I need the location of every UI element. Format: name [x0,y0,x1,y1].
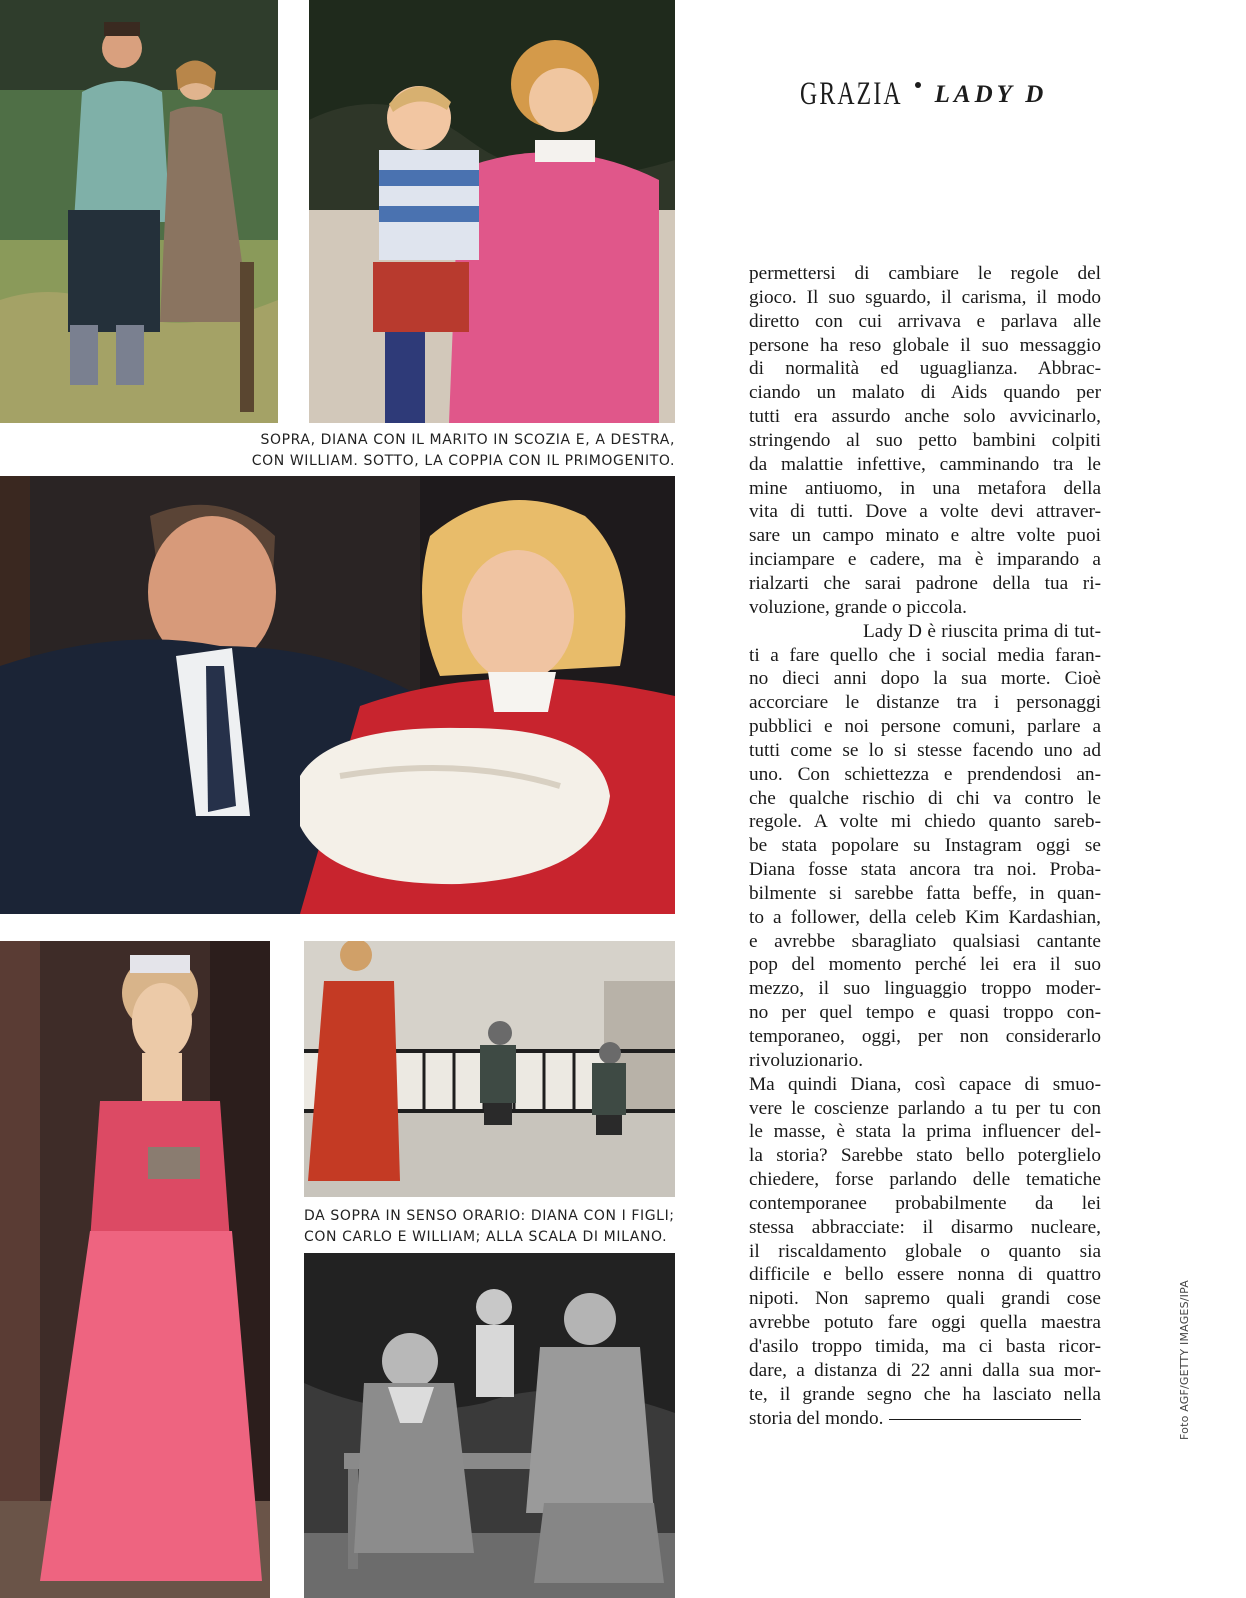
article-line: rivoluzionario. [749,1049,864,1071]
article-line: pop del momento perché lei era il suo [749,954,1101,976]
caption-top-line-2: CON WILLIAM. SOTTO, LA COPPIA CON IL PRIMOGENITO. [251,453,675,469]
article-line: rialzarti che sarai padrone della tua ri- [749,572,1101,594]
caption-bottom-line-2: CON CARLO E WILLIAM; ALLA SCALA DI MILANO. [304,1229,668,1245]
article-line: avrebbe potuto fare oggi quella maestra [749,1312,1101,1334]
article-line: mine antiuomo, in una metafora della [749,477,1101,499]
article-line: ti a fare quello che i social media faran- [749,644,1101,666]
article-line: gioco. Il suo sguardo, il carisma, il modo [749,286,1101,308]
photo-diana-with-sons [304,941,675,1197]
article-line: di normalità ed uguaglianza. Abbrac- [749,358,1101,380]
article-line: tutti era assurdo anche solo avvicinarlo, [749,406,1101,428]
article-line: mezzo, il suo linguaggio troppo moder- [749,978,1101,1000]
photo-credit: Foto AGF/GETTY IMAGES/IPA [1178,1280,1191,1440]
article-line: be stata popolare su Instagram oggi se [749,835,1101,857]
caption-bottom [304,1206,675,1248]
article-line: nipoti. Non sapremo quali grandi cose [749,1288,1101,1310]
article-line: voluzione, grande o piccola. [749,596,967,618]
article-line: te, il grande segno che ha lasciato nella [749,1383,1101,1405]
masthead-dot [915,82,921,88]
article-line: Lady D è riuscita prima di tut- [863,620,1101,642]
article-body [749,262,1101,1430]
article-line: contemporanee probabilmente da lei [749,1192,1101,1214]
article-line: d'asilo troppo timida, ma ci basta ricor- [749,1335,1101,1357]
article-line: stessa abbracciate: il disarmo nucleare, [749,1216,1101,1238]
photo-scotland-couple [0,0,278,423]
article-line: accorciare le distanze tra i personaggi [749,692,1101,714]
article-line: no dieci anni dopo la sua morte. Cioè [749,668,1101,690]
article-line: stringendo al suo petto bambini colpiti [749,429,1101,451]
article-line: inciampare e cadere, ma è imparando a [749,549,1101,571]
article-line: sare un campo minato e altre volte puoi [749,525,1101,547]
article-line: Ma quindi Diana, così capace di smuo- [749,1073,1101,1095]
article-line: tutti come se lo si stesse facendo uno ad [749,739,1101,761]
photo-diana-william-pink [309,0,675,423]
article-line: vere le coscienze parlando a tu per tu con [749,1097,1101,1119]
article-line: diretto con cui arrivava e parlava alle [749,310,1101,332]
article-line-final [749,1407,1101,1431]
photo-couple-firstborn [0,476,675,914]
article-line: vita di tutti. Dove a volte devi attraver- [749,501,1101,523]
article-line: persone ha reso globale il suo messaggio [749,334,1101,356]
article-line: pubblici e noi persone comuni, parlare a [749,716,1101,738]
end-of-article-rule [889,1419,1081,1420]
article-line: storia del mondo. [749,1407,884,1429]
caption-top-line-1: SOPRA, DIANA CON IL MARITO IN SCOZIA E, A DESTRA, [260,432,675,448]
article-line: da malattie infettive, camminando tra le [749,453,1101,475]
article-line: dare, a distanza di 22 anni dalla sua mor- [749,1359,1101,1381]
article-line: uno. Con schiettezza e prendendosi an- [749,763,1101,785]
article-line: le masse, è stata la prima influencer del- [749,1121,1101,1143]
caption-top [199,430,675,472]
article-line: permettersi di cambiare le regole del [749,263,1101,284]
article-line: il riscaldamento globale o quanto sia [749,1240,1101,1262]
caption-bottom-line-1: DA SOPRA IN SENSO ORARIO: DIANA CON I FIGLI; [304,1208,675,1224]
masthead-section: LADY D [934,80,1048,108]
article-line: chiedere, forse parlando delle tematiche [749,1169,1101,1191]
article-line: e avrebbe sbaragliato qualsiasi cantante [749,930,1101,952]
article-line: temporaneo, oggi, per non considerarlo [749,1026,1101,1047]
article-line: Diana fosse stata ancora tra noi. Proba- [749,859,1101,881]
article-line: ciando un malato di Aids quando per [749,382,1101,404]
article-line: no per quel tempo e quasi troppo con- [749,1002,1101,1024]
article-line: bilmente si sarebbe fatta beffe, in quan- [749,882,1101,904]
masthead-brand: GRAZIA [800,76,903,112]
masthead [800,76,1100,113]
article-line: to a follower, della celeb Kim Kardashian, [749,906,1101,928]
article-line: la storia? Sarebbe stato bello poterglielo [749,1145,1101,1167]
photo-diana-pink-gown [0,941,270,1598]
photo-family-bench-bw [304,1253,675,1598]
article-line: che qualche rischio di chi va contro le [749,787,1101,809]
article-line: regole. A volte mi chiedo quanto sareb- [749,811,1101,833]
article-line: difficile e bello essere nonna di quattro [749,1264,1101,1286]
